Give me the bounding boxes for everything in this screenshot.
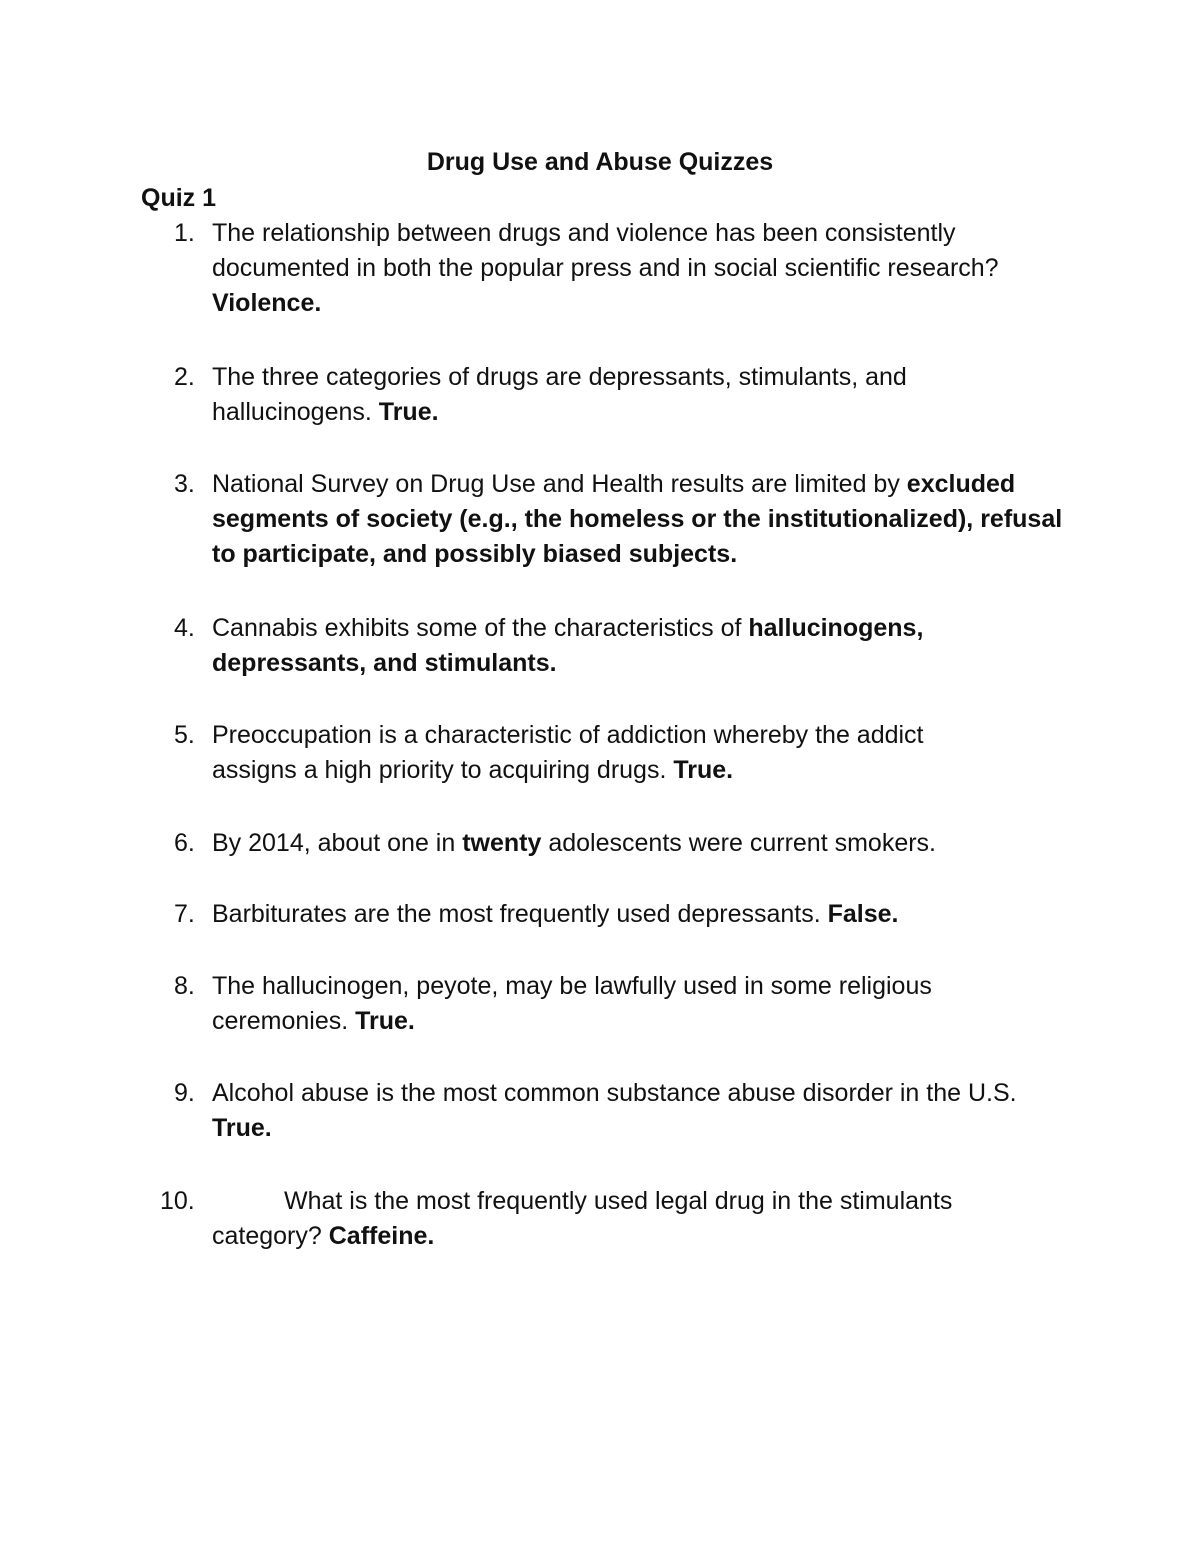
question-answer: True. (355, 1007, 415, 1035)
question-item-2 (174, 360, 1074, 430)
question-item-1 (174, 216, 1074, 321)
question-item-3 (174, 467, 1074, 572)
question-text: Barbiturates are the most frequently used depressants. (212, 900, 821, 928)
question-answer: hallucinogens, depressants, and stimulants. (212, 614, 924, 677)
document-title: Drug Use and Abuse Quizzes (426, 148, 774, 176)
question-number: 9. (174, 1079, 195, 1107)
question-answer: Caffeine. (328, 1222, 435, 1250)
question-text: The relationship between drugs and violence has been consistently documented in both the popular press and in social scientific research? (212, 219, 999, 282)
question-text: Cannabis exhibits some of the characteristics of (212, 614, 742, 642)
question-number: 3. (174, 470, 195, 498)
question-item-6 (174, 826, 1074, 861)
question-answer: True. (673, 756, 734, 784)
question-item-9 (174, 1076, 1074, 1146)
question-text: What is the most frequently used legal drug in the stimulants category? (212, 1187, 953, 1250)
question-answer: False. (827, 900, 899, 928)
question-number: 7. (174, 900, 195, 928)
question-text: National Survey on Drug Use and Health results are limited by (212, 470, 900, 498)
question-text: Alcohol abuse is the most common substance abuse disorder in the U.S. (212, 1079, 1017, 1107)
question-number: 2. (174, 363, 195, 391)
question-number: 8. (174, 972, 195, 1000)
question-answer: Violence. (212, 289, 322, 317)
question-text-before: By 2014, about one in (212, 829, 456, 857)
question-text: Preoccupation is a characteristic of addiction whereby the addict assigns a high priority to acquiring drugs. (212, 721, 924, 784)
question-answer: True. (212, 1114, 272, 1142)
question-text-after: adolescents were current smokers. (548, 829, 937, 857)
question-text: The hallucinogen, peyote, may be lawfully used in some religious ceremonies. (212, 972, 932, 1035)
question-number: 1. (174, 219, 195, 247)
question-answer: excluded segments of society (e.g., the homeless or the institutionalized), refusal to participate, and possibly biased subjects. (212, 470, 1063, 568)
question-number: 6. (174, 829, 195, 857)
question-text: The three categories of drugs are depressants, stimulants, and hallucinogens. (212, 363, 907, 426)
question-number: 10. (160, 1187, 195, 1215)
question-answer: True. (378, 398, 439, 426)
question-item-4 (174, 611, 1074, 681)
question-number: 5. (174, 721, 195, 749)
question-item-7 (174, 897, 1074, 932)
question-answer: twenty (462, 829, 542, 857)
question-number: 4. (174, 614, 195, 642)
quiz-heading: Quiz 1 (141, 184, 217, 212)
question-item-8 (174, 969, 1074, 1039)
question-item-5 (174, 718, 1074, 788)
question-item-10 (160, 1184, 1074, 1254)
